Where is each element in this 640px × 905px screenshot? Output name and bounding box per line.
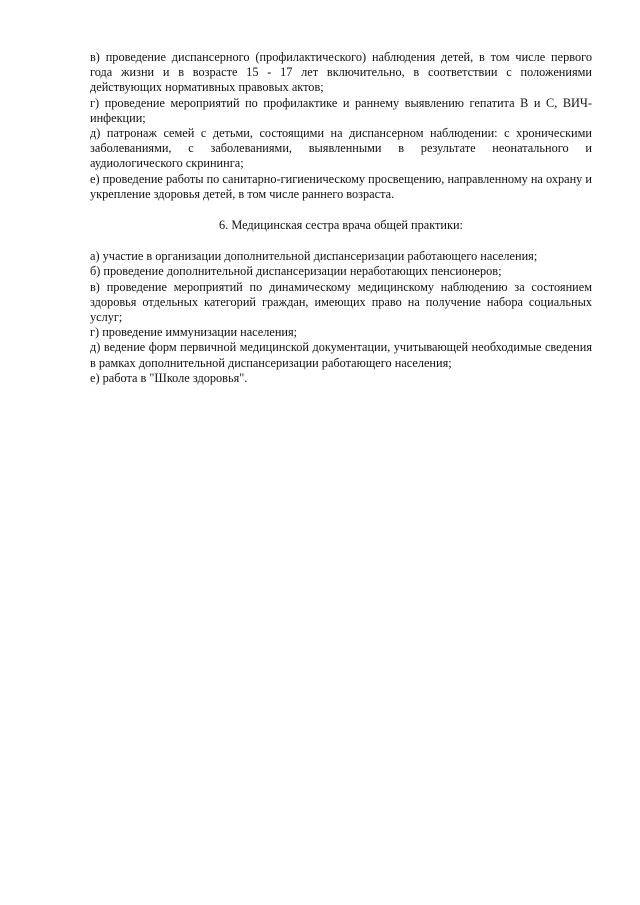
section6-item-g: г) проведение иммунизации населения; bbox=[90, 325, 298, 340]
section6-item-e: е) работа в "Школе здоровья". bbox=[90, 370, 248, 385]
document-body bbox=[90, 50, 592, 386]
section-heading: 6. Медицинская сестра врача общей практики: bbox=[219, 218, 463, 233]
section6-item-a: а) участие в организации дополнительной диспансеризации работающего населения; bbox=[90, 249, 538, 264]
paragraph-item-g: г) проведение мероприятий по профилактике и раннему выявлению гепатита В и С, ВИЧ-инфекции; bbox=[90, 95, 592, 125]
paragraph-item-v: в) проведение диспансерного (профилактического) наблюдения детей, в том числе первого года жизни и в возрасте 15 - 17 лет включительно, в соответствии с положениями действующих нормативных правовых актов; bbox=[90, 50, 592, 95]
section6-item-v: в) проведение мероприятий по динамическому медицинскому наблюдению за состоянием здоровья отдельных категорий граждан, имеющих право на получение набора социальных услуг; bbox=[90, 279, 592, 325]
paragraph-item-e: е) проведение работы по санитарно-гигиеническому просвещению, направленному на охрану и укрепление здоровья детей, в том числе раннего возраста. bbox=[90, 171, 592, 201]
section6-item-d: д) ведение форм первичной медицинской документации, учитывающей необходимые сведения в рамках дополнительной диспансеризации работающего населения; bbox=[90, 340, 592, 370]
paragraph-item-d: д) патронаж семей с детьми, состоящими на диспансерном наблюдении: с хроническими заболеваниями, с заболеваниями, выявленными в результате неонатального и аудиологического скрининга; bbox=[90, 126, 592, 171]
section6-item-b: б) проведение дополнительной диспансеризации неработающих пенсионеров; bbox=[90, 264, 502, 279]
